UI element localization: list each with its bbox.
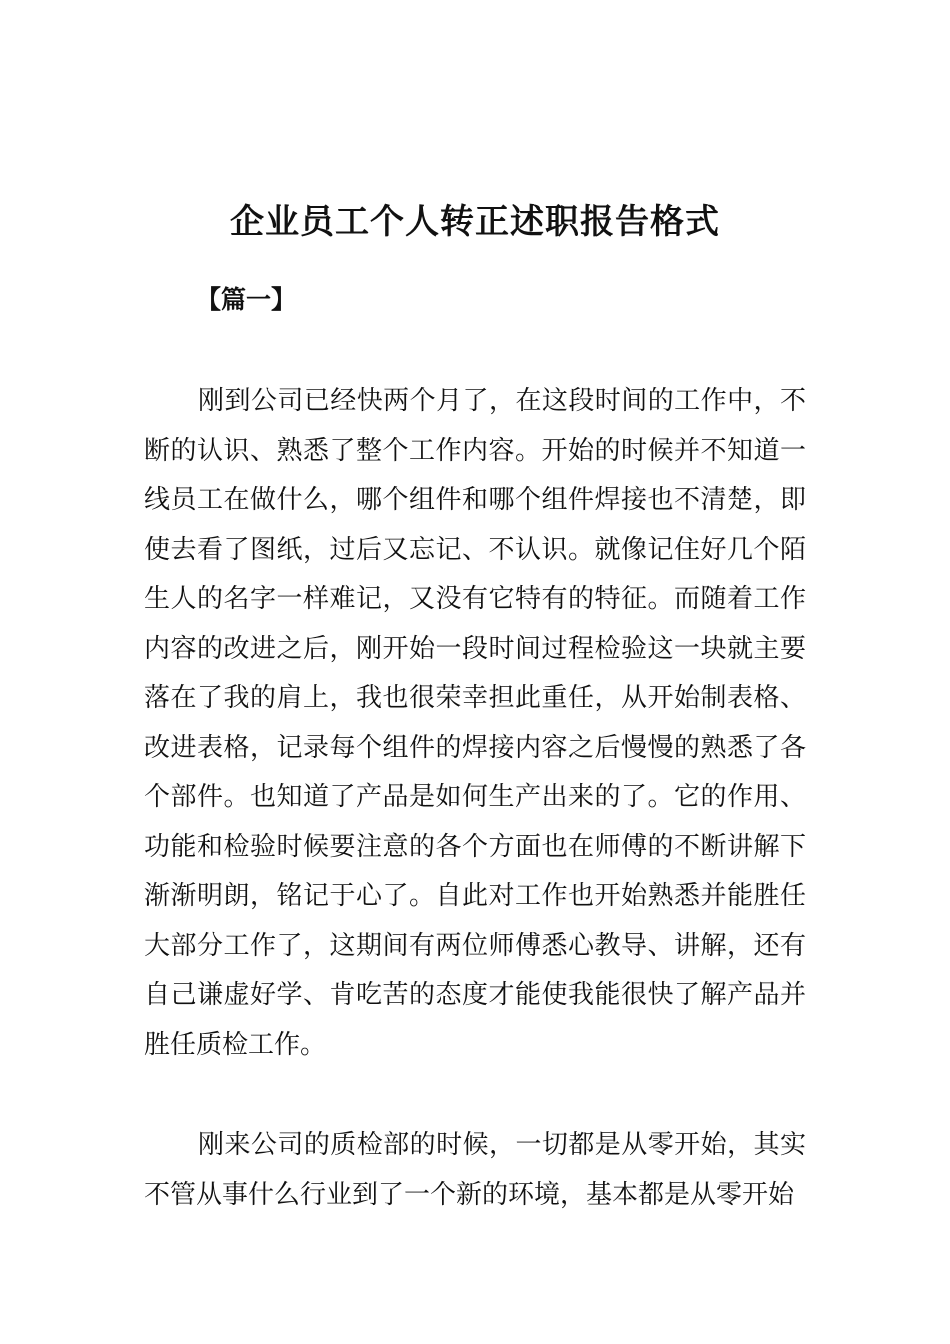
body-paragraph-1: 刚到公司已经快两个月了，在这段时间的工作中，不断的认识、熟悉了整个工作内容。开始的时候并不知道一线员工在做什么，哪个组件和哪个组件焊接也不清楚，即使去看了图纸，过后又忘记、不认识。就像记住好几个陌生人的名字一样难记，又没有它特有的特征。而随着工作内容的改进之后，刚开始一段时间过程检验这一块就主要落在了我的肩上，我也很荣幸担此重任，从开始制表格、改进表格，记录每个组件的焊接内容之后慢慢的熟悉了各个部件。也知道了产品是如何生产出来的了。它的作用、功能和检验时候要注意的各个方面也在师傅的不断讲解下渐渐明朗，铭记于心了。自此对工作也开始熟悉并能胜任大部分工作了，这期间有两位师傅悉心教导、讲解，还有自己谦虚好学、肯吃苦的态度才能使我能很快了解产品并胜任质检工作。 [144,386,806,1060]
document-title: 企业员工个人转正述职报告格式 [230,201,720,242]
section-label: 【篇一】 [196,285,297,314]
body-paragraph-2: 刚来公司的质检部的时候，一切都是从零开始，其实不管从事什么行业到了一个新的环境，基本都是从零开始 [144,1130,806,1210]
